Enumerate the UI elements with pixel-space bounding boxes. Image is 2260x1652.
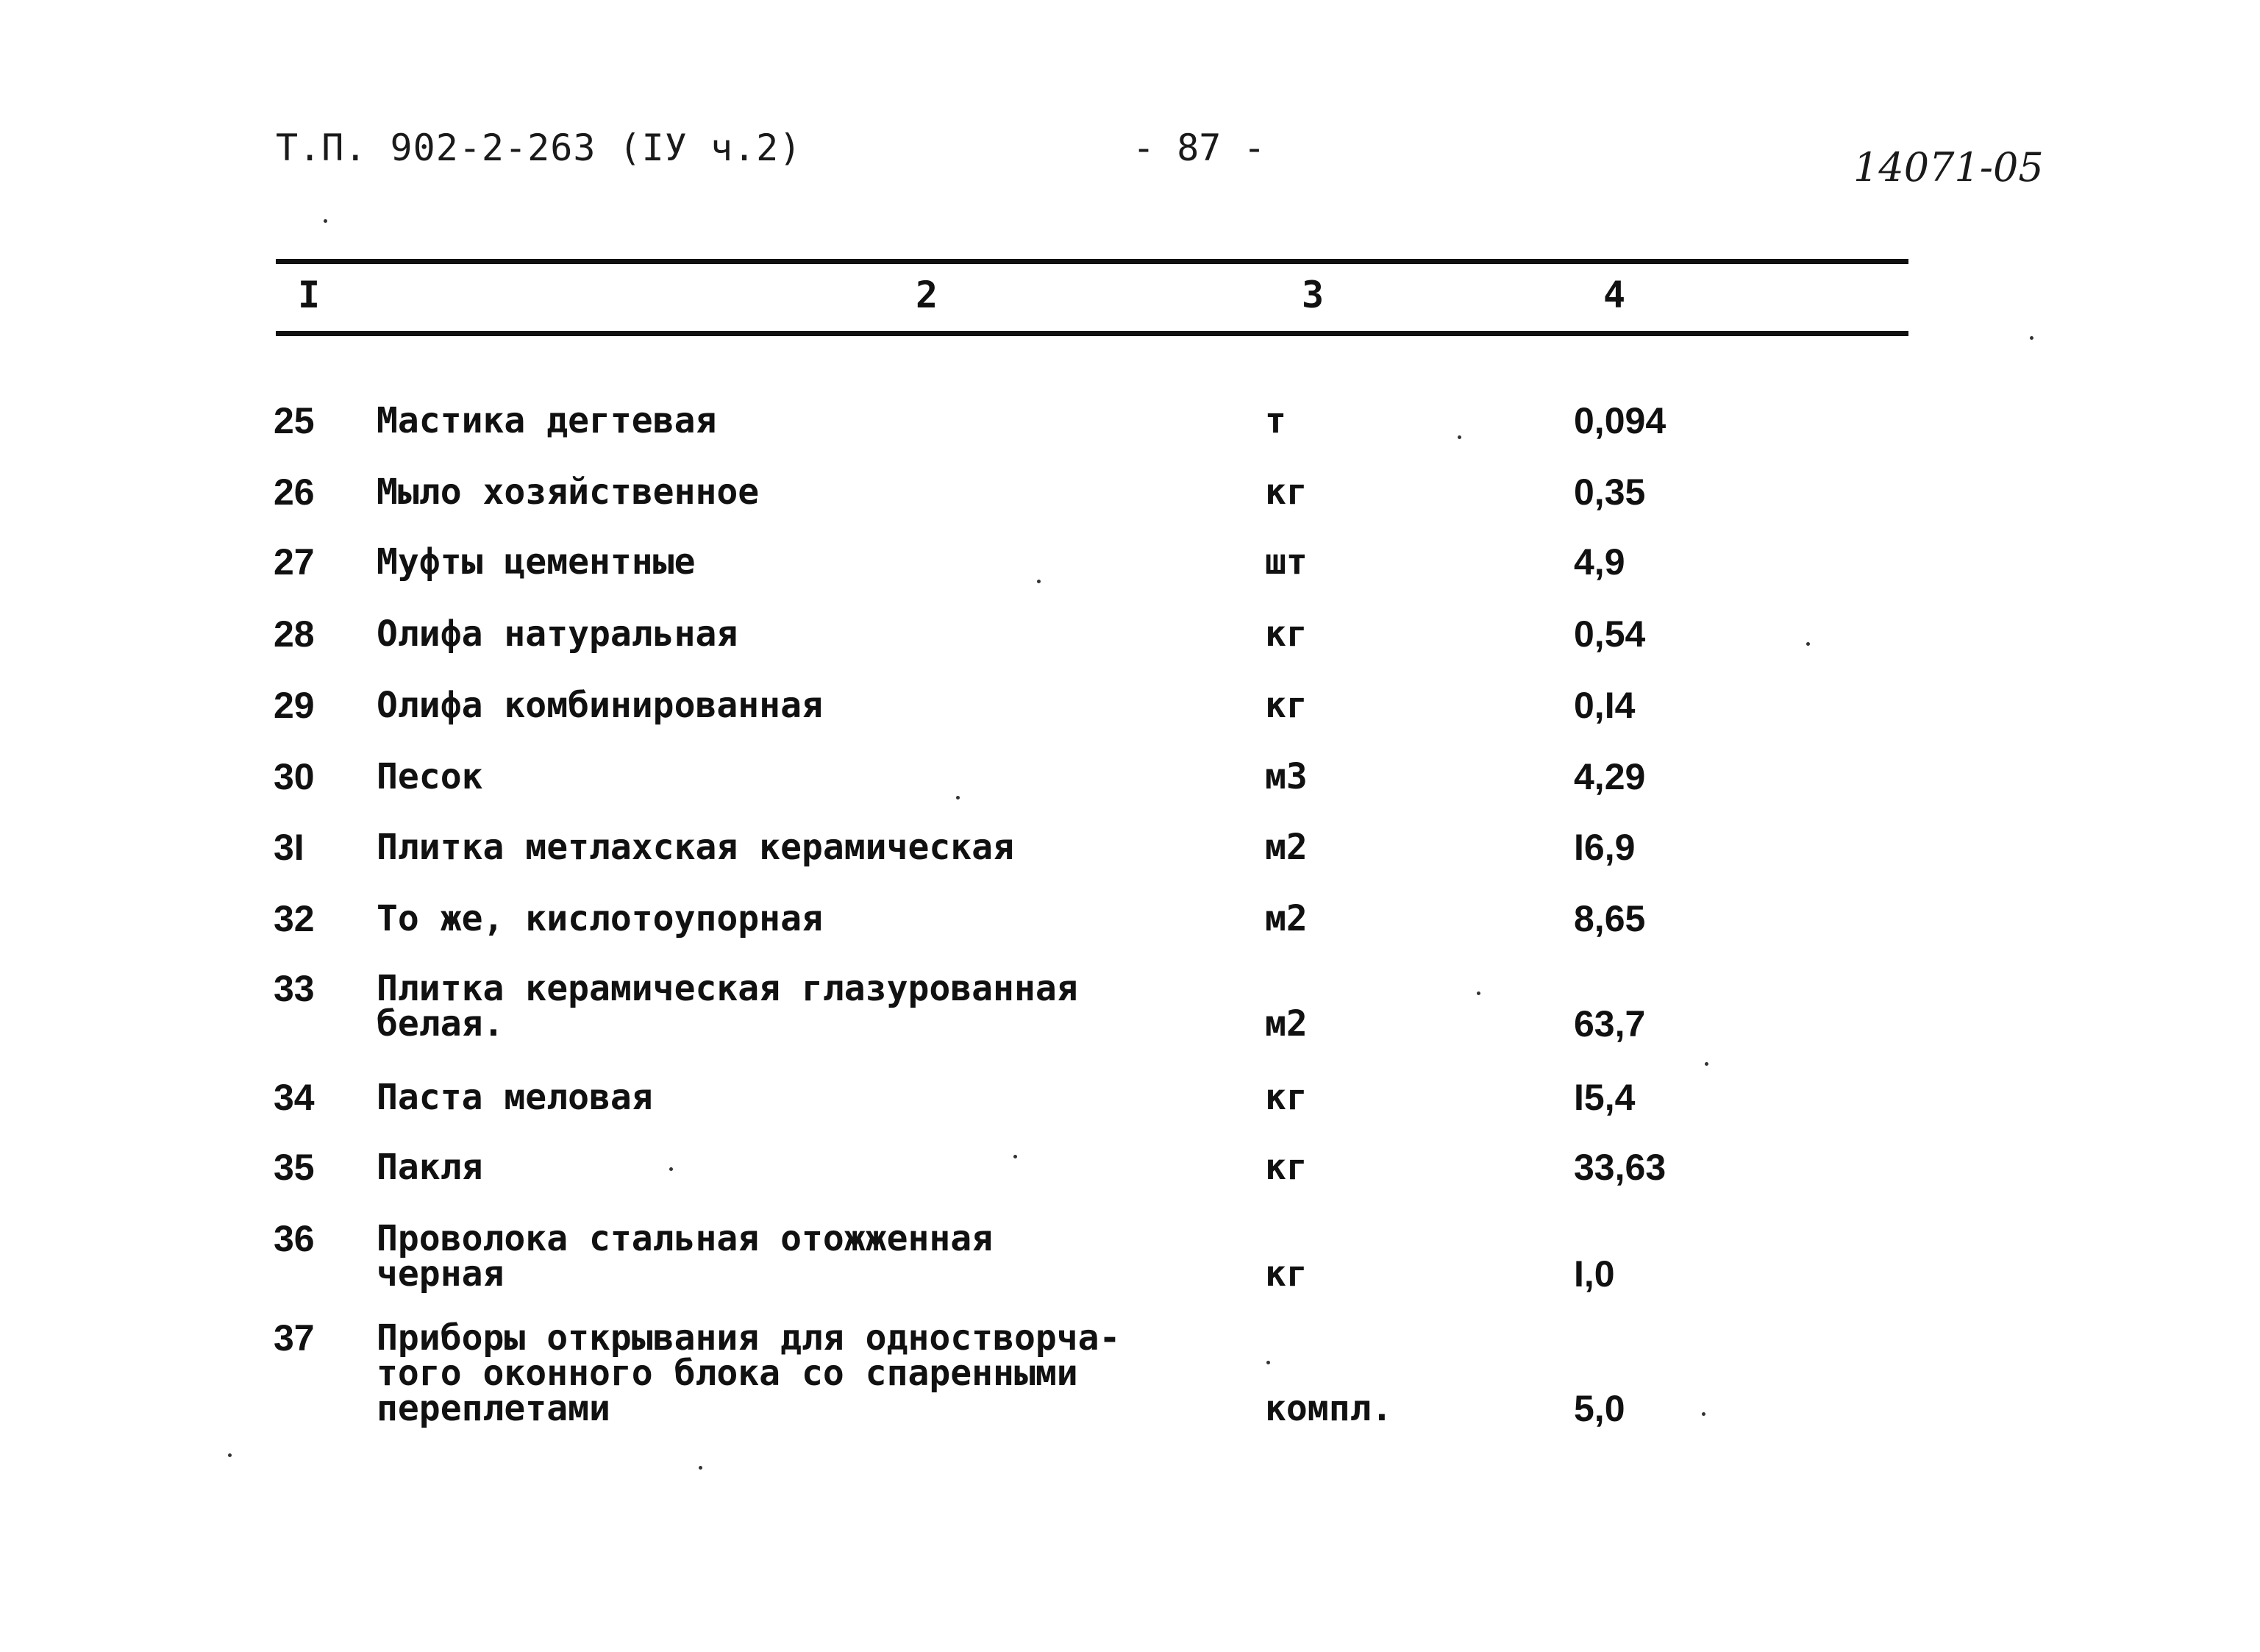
scan-speck	[699, 1466, 702, 1470]
row-number: 32	[274, 898, 315, 939]
document-code: Т.П. 902-2-263 (IУ ч.2)	[276, 127, 802, 169]
scan-speck	[956, 796, 960, 800]
quantity: 4,29	[1574, 756, 1646, 797]
item-name-line: Муфты цементные	[377, 541, 696, 583]
handwritten-code: 14071-05	[1853, 144, 2044, 191]
row-number: 26	[274, 471, 315, 513]
scan-speck	[1037, 580, 1041, 583]
scan-speck	[2030, 336, 2033, 340]
item-name-line: Плитка метлахская керамическая	[377, 827, 1014, 868]
row-number: 25	[274, 400, 315, 441]
table-header-rule	[276, 331, 1908, 336]
page-number: - 87 -	[1133, 127, 1266, 169]
quantity: 8,65	[1574, 898, 1646, 939]
row-number: 3I	[274, 827, 304, 868]
row-number: 34	[274, 1077, 315, 1118]
item-name-line: переплетами	[377, 1388, 610, 1429]
item-name-line: Пакля	[377, 1147, 483, 1188]
table-top-rule	[276, 259, 1908, 264]
item-name	[377, 1147, 483, 1188]
item-name-line: белая.	[377, 1003, 505, 1044]
unit: м2	[1265, 1003, 1308, 1044]
unit: кг	[1265, 1147, 1308, 1188]
item-name	[377, 541, 696, 583]
quantity: I6,9	[1574, 827, 1636, 868]
unit: м2	[1265, 827, 1308, 868]
item-name	[377, 1077, 653, 1118]
scan-speck	[1806, 642, 1810, 646]
unit: т	[1265, 400, 1286, 441]
row-number: 27	[274, 541, 315, 583]
row-number: 35	[274, 1147, 315, 1188]
column-header-3: 3	[1302, 274, 1325, 316]
item-name-line: То же, кислотоупорная	[377, 898, 823, 939]
row-number: 36	[274, 1218, 315, 1259]
unit: кг	[1265, 613, 1308, 655]
unit: кг	[1265, 685, 1308, 726]
quantity: 5,0	[1574, 1388, 1625, 1429]
unit: компл.	[1265, 1388, 1393, 1429]
item-name	[377, 400, 717, 441]
item-name-line: Мыло хозяйственное	[377, 471, 760, 513]
row-number: 33	[274, 968, 315, 1009]
item-name	[377, 756, 483, 797]
item-name-line: Плитка керамическая глазурованная	[377, 968, 1078, 1009]
scan-speck	[1266, 1361, 1270, 1364]
item-name-line: Мастика дегтевая	[377, 400, 717, 441]
column-header-2: 2	[916, 274, 938, 316]
scan-speck	[1477, 991, 1480, 995]
item-name	[377, 613, 738, 655]
item-name-line: Олифа натуральная	[377, 613, 738, 655]
quantity: 0,35	[1574, 471, 1646, 513]
scan-speck	[1702, 1412, 1705, 1416]
scan-speck	[1013, 1155, 1017, 1158]
scan-speck	[669, 1167, 673, 1171]
item-name	[377, 685, 823, 726]
item-name-line: Паста меловая	[377, 1077, 653, 1118]
quantity: 4,9	[1574, 541, 1625, 583]
quantity: 63,7	[1574, 1003, 1646, 1044]
unit: кг	[1265, 1077, 1308, 1118]
column-header-4: 4	[1603, 274, 1626, 316]
item-name-line: Проволока стальная отожженная	[377, 1218, 994, 1259]
scan-speck	[228, 1453, 232, 1457]
row-number: 29	[274, 685, 315, 726]
item-name	[377, 827, 1014, 868]
item-name	[377, 471, 760, 513]
item-name	[377, 1317, 1121, 1429]
item-name-line: черная	[377, 1253, 505, 1295]
scan-speck	[1705, 1062, 1708, 1066]
quantity: 0,094	[1574, 400, 1667, 441]
item-name	[377, 1218, 994, 1295]
unit: кг	[1265, 1253, 1308, 1295]
item-name	[377, 968, 1078, 1044]
unit: м3	[1265, 756, 1308, 797]
item-name-line: Приборы открывания для одностворча-	[377, 1317, 1121, 1359]
item-name-line: Песок	[377, 756, 483, 797]
row-number: 37	[274, 1317, 315, 1359]
quantity: 0,54	[1574, 613, 1646, 655]
item-name-line: того оконного блока со спаренными	[377, 1353, 1078, 1394]
quantity: 33,63	[1574, 1147, 1667, 1188]
unit: м2	[1265, 898, 1308, 939]
unit: кг	[1265, 471, 1308, 513]
scan-speck	[1458, 435, 1461, 439]
item-name	[377, 898, 823, 939]
unit: шт	[1265, 541, 1308, 583]
quantity: I5,4	[1574, 1077, 1636, 1118]
column-header-1: I	[298, 274, 321, 316]
quantity: I,0	[1574, 1253, 1615, 1295]
row-number: 28	[274, 613, 315, 655]
scan-speck	[324, 219, 327, 223]
row-number: 30	[274, 756, 315, 797]
quantity: 0,I4	[1574, 685, 1636, 726]
item-name-line: Олифа комбинированная	[377, 685, 823, 726]
